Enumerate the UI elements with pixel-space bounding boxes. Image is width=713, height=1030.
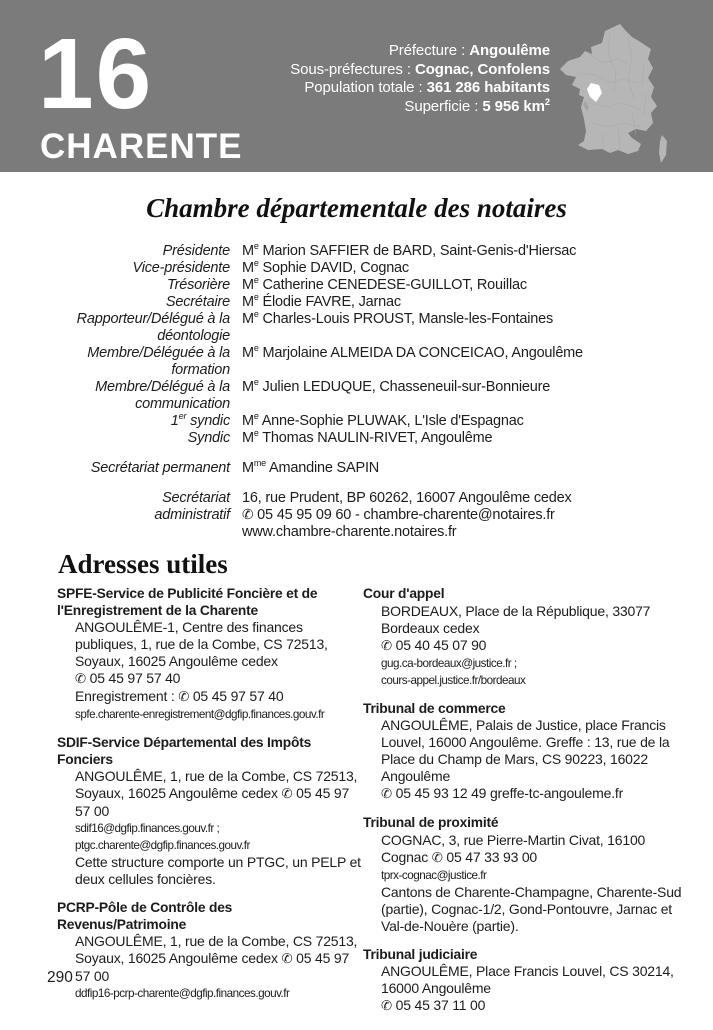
- role-label: Rapporteur/Délégué à la déontologie: [76, 311, 230, 344]
- address-entry: [57, 586, 362, 723]
- role-label: Membre/Déléguée à la formation: [87, 345, 230, 378]
- page-number: 290: [47, 969, 73, 986]
- phone-icon: ✆: [178, 690, 190, 705]
- corsica-outline: [659, 135, 667, 163]
- role-value: Me Charles-Louis PROUST, Mansle-les-Fontaines: [242, 309, 554, 327]
- role-row: [62, 277, 662, 294]
- chamber-roles-list: [62, 243, 662, 541]
- department-info-line: Superficie : 5 956 $km^2$: [404, 96, 550, 115]
- address-text-line: Cantons de Charente-Champagne, Charente-Sud (partie), Cognac-1/2, Gond-Pontouvre, Jarnac et Val-de-Nouère (partie).: [381, 883, 682, 934]
- phone-icon: ✆: [281, 952, 293, 967]
- role-label: 1er syndic: [170, 411, 230, 429]
- address-text-line: ANGOULÊME, 1, rue de la Combe, CS 72513, Soyaux, 16025 Angoulême cedex ✆ 05 45 97 57 00: [75, 933, 358, 984]
- role-label: Présidente: [162, 243, 230, 259]
- role-value: $M^{me}$ Amandine SAPIN: [242, 458, 380, 476]
- france-map-icon: [558, 23, 680, 169]
- role-value: Me Anne-Sophie PLUWAK, L'Isle d'Espagnac: [242, 411, 524, 429]
- role-value: Me Catherine CENEDESE-GUILLOT, Rouillac: [242, 275, 527, 293]
- addresses-title: Adresses utiles: [58, 549, 228, 579]
- addresses-right-column: [363, 586, 685, 1027]
- address-text-line: ANGOULÊME, 1, rue de la Combe, CS 72513, Soyaux, 16025 Angoulême cedex ✆ 05 45 97 57 00: [75, 768, 358, 819]
- phone-icon: ✆: [75, 672, 86, 687]
- phone-icon: ✆: [381, 787, 392, 802]
- address-text-line: BORDEAUX, Place de la République, 33077 Bordeaux cedex: [381, 602, 651, 636]
- role-value-line: ✆ 05 45 95 09 60 - chambre-charente@notaires.fr: [242, 507, 555, 523]
- phone-icon: ✆: [381, 999, 392, 1014]
- role-label: Secrétariat administratif: [154, 490, 230, 523]
- address-email-line: ptgc.charente@dgfip.finances.gouv.fr: [75, 839, 250, 852]
- role-row: [62, 490, 662, 541]
- address-body: [57, 768, 362, 888]
- address-body: [363, 603, 685, 689]
- address-body: [363, 832, 685, 935]
- role-value: Me Thomas NAULIN-RIVET, Angoulême: [242, 428, 493, 446]
- address-heading: Tribunal de commerce: [363, 700, 506, 716]
- role-row: [62, 413, 662, 430]
- address-text-line: ✆ 05 45 37 11 00: [381, 997, 486, 1014]
- department-info-line: Préfecture : Angoulême: [388, 42, 550, 59]
- role-value: [242, 490, 662, 541]
- address-text-line: COGNAC, 3, rue Pierre-Martin Civat, 16100 Cognac ✆ 05 47 33 93 00: [381, 831, 646, 866]
- address-entry: [363, 701, 685, 804]
- address-email-line: sdif16@dgfip.finances.gouv.fr ;: [75, 822, 220, 835]
- address-heading: Tribunal de proximité: [363, 815, 499, 830]
- role-value: Me Élodie FAVRE, Jarnac: [242, 292, 401, 310]
- chamber-title: Chambre départementale des notaires: [146, 193, 567, 223]
- role-row: [62, 243, 662, 260]
- address-text-line: ✆ 05 45 97 57 40: [75, 670, 181, 687]
- address-heading: SPFE-Service de Publicité Foncière et de l'Enregistrement de la Charente: [57, 586, 318, 618]
- role-label: Vice-présidente: [132, 260, 230, 276]
- department-info-line: Population totale : 361 286 habitants: [304, 79, 550, 96]
- role-value: Me Marion SAFFIER de BARD, Saint-Genis-d'Hiersac: [242, 241, 577, 259]
- role-row: [62, 311, 662, 345]
- address-body: [57, 933, 362, 1002]
- address-text-line: Cette structure comporte un PTGC, un PELP et deux cellules foncières.: [75, 854, 361, 887]
- role-value-line: www.chambre-charente.notaires.fr: [242, 524, 457, 540]
- address-entry: [363, 586, 685, 689]
- address-text-line: ✆ 05 45 93 12 49 greffe-tc-angouleme.fr: [381, 785, 624, 802]
- address-heading: PCRP-Pôle de Contrôle des Revenus/Patrimoine: [57, 900, 233, 932]
- role-value: Me Sophie DAVID, Cognac: [242, 258, 409, 276]
- role-value: Me Julien LEDUQUE, Chasseneuil-sur-Bonnieure: [242, 377, 551, 395]
- role-label: Trésorière: [167, 277, 230, 293]
- role-label: Syndic: [187, 430, 230, 446]
- role-row: [62, 430, 662, 447]
- address-text-line: ANGOULÊME, Place Francis Louvel, CS 30214, 16000 Angoulême: [381, 963, 674, 996]
- address-heading: Cour d'appel: [363, 586, 445, 601]
- address-email-line: gug.ca-bordeaux@justice.fr ;: [381, 656, 517, 670]
- address-body: [363, 963, 685, 1015]
- address-heading: Tribunal judiciaire: [363, 946, 478, 962]
- phone-icon: ✆: [281, 787, 293, 802]
- phone-icon: ✆: [431, 850, 443, 866]
- address-body: [57, 619, 362, 723]
- role-row: [62, 294, 662, 311]
- role-row: [62, 345, 662, 379]
- addresses-left-column: [57, 586, 362, 1014]
- department-info-line: Sous-préfectures : Cognac, Confolens: [290, 60, 550, 78]
- role-value: Me Marjolaine ALMEIDA DA CONCEICAO, Angoulême: [242, 343, 583, 361]
- address-text-line: ✆ 05 40 45 07 90: [381, 636, 487, 654]
- address-email-line: tprx-cognac@justice.fr: [381, 868, 487, 882]
- address-text-line: Enregistrement : ✆ 05 45 97 57 40: [75, 688, 284, 705]
- address-email-line: cours-appel.justice.fr/bordeaux: [381, 673, 526, 687]
- address-heading: SDIF-Service Départemental des Impôts Fonciers: [57, 735, 312, 767]
- address-body: [363, 717, 685, 803]
- department-name: CHARENTE: [40, 127, 243, 166]
- role-row: [62, 460, 662, 477]
- address-entry: [363, 815, 685, 935]
- address-email-line: ddfip16-pcrp-charente@dgfip.finances.gouv.fr: [75, 987, 290, 1000]
- address-text-line: ANGOULÊME-1, Centre des finances publiques, 1, rue de la Combe, CS 72513, Soyaux, 16025 Angoulême cedex: [75, 619, 328, 669]
- france-outline: [560, 24, 657, 154]
- address-entry: [363, 947, 685, 1016]
- phone-icon: ✆: [381, 638, 392, 654]
- department-header: [0, 0, 713, 172]
- address-entry: [57, 900, 362, 1002]
- department-number: 16: [38, 18, 154, 130]
- address-email-line: spfe.charente-enregistrement@dgfip.finances.gouv.fr: [75, 708, 325, 721]
- role-row: [62, 260, 662, 277]
- role-label: Membre/Délégué à la communication: [95, 379, 230, 412]
- department-info: [290, 42, 550, 116]
- address-entry: [57, 735, 362, 888]
- phone-icon: ✆: [242, 507, 254, 523]
- role-label: Secrétaire: [165, 294, 230, 310]
- role-row: [62, 379, 662, 413]
- role-value-line: 16, rue Prudent, BP 60262, 16007 Angoulême cedex: [242, 490, 572, 506]
- role-label: Secrétariat permanent: [90, 460, 230, 476]
- address-text-line: ANGOULÊME, Palais de Justice, place Francis Louvel, 16000 Angoulême. Greffe : 13, rue de la Place du Champ de Mars, CS 90223, 16022 Angoulême: [381, 717, 670, 784]
